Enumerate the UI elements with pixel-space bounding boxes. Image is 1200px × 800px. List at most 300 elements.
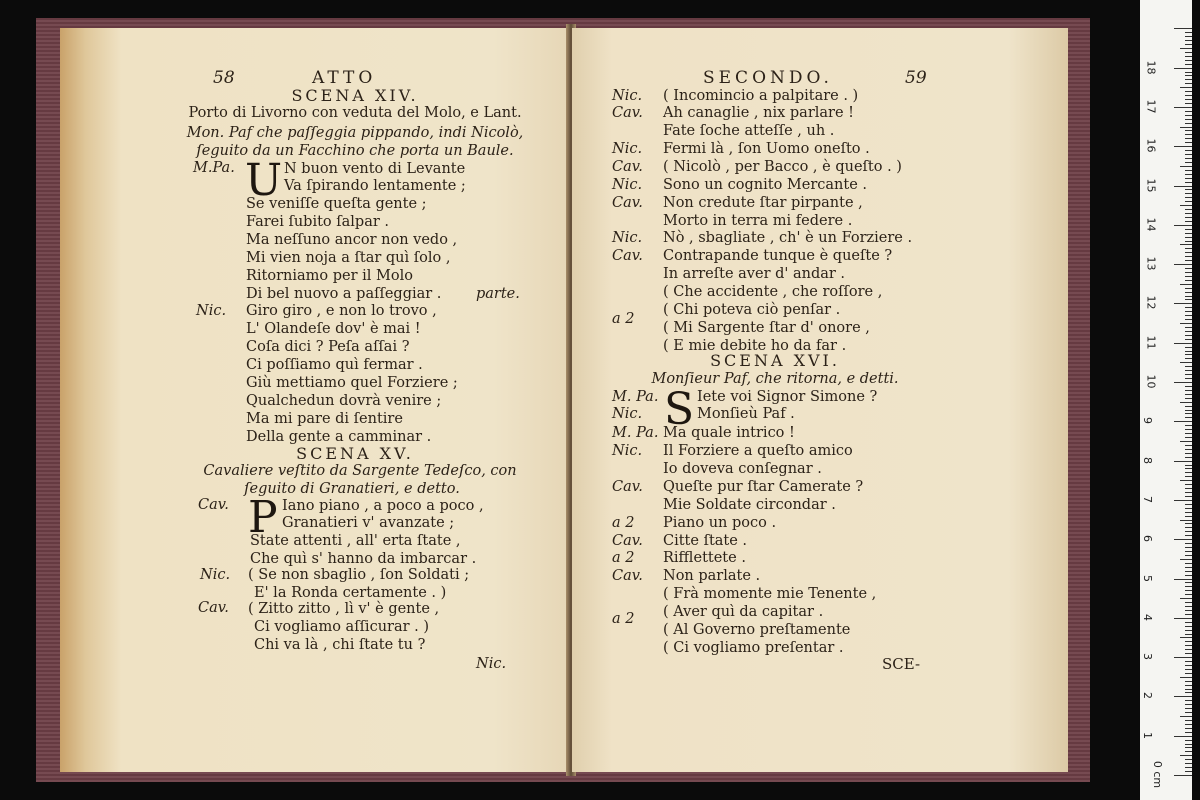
verse-line: ( Che accidente , che roſſore ,	[663, 284, 883, 300]
speaker-label: Nic.	[612, 141, 643, 157]
ruler-tick	[1185, 174, 1192, 175]
ruler-tick	[1185, 158, 1192, 159]
ruler-tick	[1185, 142, 1192, 143]
scene-16-title: SCENA XVI.	[710, 351, 840, 370]
ruler-tick	[1174, 736, 1192, 737]
ruler-tick	[1185, 449, 1192, 450]
verse-line: Ci vogliamo aſſicurar . )	[254, 619, 430, 635]
scene-14-stage-direction: ſeguito da un Facchino che porta un Baule.	[196, 143, 514, 159]
ruler-tick	[1180, 755, 1192, 756]
ruler-tick	[1185, 64, 1192, 65]
ruler-tick	[1185, 626, 1192, 627]
verse-line: State attenti , all' erta ſtate ,	[250, 533, 461, 549]
speaker-label: a 2	[612, 311, 635, 327]
ruler-tick	[1185, 740, 1192, 741]
ruler-tick	[1185, 602, 1192, 603]
ruler-tick	[1174, 264, 1192, 265]
verse-line: Contrapande tunque è queſte ?	[663, 248, 893, 264]
verse-line: Iete voi Signor Simone ?	[697, 389, 878, 405]
ruler-tick	[1180, 205, 1192, 206]
speaker-label: Nic.	[196, 303, 227, 319]
ruler-number: 8	[1141, 456, 1154, 464]
ruler-tick	[1180, 323, 1192, 324]
ruler-tick	[1185, 586, 1192, 587]
ruler-tick	[1185, 315, 1192, 316]
catchword: Nic.	[476, 656, 507, 672]
ruler-tick	[1185, 653, 1192, 654]
ruler-tick	[1185, 437, 1192, 438]
verse-line: Che quì s' hanno da imbarcar .	[250, 551, 477, 567]
ruler-tick	[1185, 445, 1192, 446]
ruler-tick	[1174, 186, 1192, 187]
verse-line: Giro giro , e non lo trovo ,	[246, 303, 437, 319]
ruler-tick	[1180, 480, 1192, 481]
verse-line: Ritorniamo per il Molo	[246, 268, 413, 284]
ruler-tick	[1185, 614, 1192, 615]
ruler-tick	[1185, 193, 1192, 194]
verse-line: Farei ſubito ſalpar .	[246, 214, 389, 230]
verse-line: ( Incomincio a palpitare . )	[663, 88, 859, 104]
ruler-tick	[1185, 299, 1192, 300]
speaker-label: Nic.	[612, 443, 643, 459]
ruler-tick	[1174, 657, 1192, 658]
verse-line: ( Nicolò , per Bacco , è queſto . )	[663, 159, 902, 175]
ruler-tick	[1174, 618, 1192, 619]
scene-15-title: SCENA XV.	[296, 444, 414, 463]
speaker-label: a 2	[612, 611, 635, 627]
ruler-tick	[1185, 712, 1192, 713]
ruler-tick	[1185, 744, 1192, 745]
ruler-tick	[1174, 775, 1192, 776]
ruler-tick	[1185, 398, 1192, 399]
ruler-tick	[1174, 68, 1192, 69]
ruler-tick	[1185, 280, 1192, 281]
ruler-tick	[1185, 256, 1192, 257]
ruler-tick	[1180, 87, 1192, 88]
ruler-tick	[1180, 362, 1192, 363]
verse-line: ( Se non sbaglio , ſon Soldati ;	[248, 567, 470, 583]
speaker-label: Nic.	[612, 230, 643, 246]
ruler-tick	[1185, 763, 1192, 764]
verse-line: ( Ci vogliamo preſentar .	[663, 640, 844, 656]
ruler-tick	[1185, 134, 1192, 135]
verse-line: Queſte pur ſtar Camerate ?	[663, 479, 864, 495]
scene-15-stage-direction: Cavaliere veſtito da Sargente Tedeſco, con	[203, 463, 517, 479]
ruler-tick	[1185, 91, 1192, 92]
verse-line: Citte ſtate .	[663, 533, 748, 549]
ruler-number: 10	[1144, 374, 1158, 389]
ruler-tick	[1185, 555, 1192, 556]
ruler-tick	[1185, 669, 1192, 670]
ruler-tick	[1185, 681, 1192, 682]
ruler-number: 16	[1144, 138, 1158, 153]
speaker-label: Nic.	[200, 567, 231, 583]
ruler-tick	[1174, 539, 1192, 540]
ruler-tick	[1174, 421, 1192, 422]
speaker-label: Nic.	[612, 406, 643, 422]
ruler-tick	[1180, 166, 1192, 167]
speaker-label: Cav.	[198, 600, 229, 616]
ruler-tick	[1185, 630, 1192, 631]
ruler-tick	[1174, 579, 1192, 580]
verse-line: Ma mi pare di ſentire	[246, 411, 403, 427]
ruler-tick	[1185, 347, 1192, 348]
ruler-tick	[1180, 402, 1192, 403]
verse-line: Monſieù Paf .	[697, 406, 795, 422]
ruler-number: 12	[1144, 295, 1158, 310]
verse-line: ( E mie debite ho da far .	[663, 338, 847, 354]
ruler-tick	[1185, 115, 1192, 116]
ruler-tick	[1185, 72, 1192, 73]
speaker-label: Cav.	[612, 568, 643, 584]
verse-line: Va ſpirando lentamente ;	[284, 178, 466, 194]
ruler-tick	[1185, 429, 1192, 430]
verse-line: Il Forziere a queſto amico	[663, 443, 853, 459]
ruler-tick	[1185, 708, 1192, 709]
verse-line: Ci poſſiamo quì fermar .	[246, 357, 423, 373]
ruler-tick	[1185, 476, 1192, 477]
ruler-tick	[1185, 150, 1192, 151]
speaker-label: M. Pa.	[612, 389, 659, 405]
ruler-tick	[1185, 543, 1192, 544]
ruler-tick	[1185, 551, 1192, 552]
speaker-label: a 2	[612, 515, 635, 531]
ruler-tick	[1185, 182, 1192, 183]
scene-14-title: SCENA XIV.	[291, 86, 419, 105]
ruler-tick	[1180, 441, 1192, 442]
ruler-number: 2	[1141, 692, 1154, 700]
ruler-tick	[1185, 504, 1192, 505]
ruler-tick	[1185, 590, 1192, 591]
ruler-tick	[1185, 268, 1192, 269]
speaker-label: Nic.	[612, 177, 643, 193]
speaker-label: Cav.	[612, 533, 643, 549]
speaker-label: Nic.	[612, 88, 643, 104]
ruler-tick	[1185, 138, 1192, 139]
ruler-tick	[1185, 535, 1192, 536]
ruler-tick	[1174, 146, 1192, 147]
ruler-tick	[1185, 547, 1192, 548]
speaker-label: a 2	[612, 550, 635, 566]
drop-cap: U	[245, 155, 283, 206]
ruler-tick	[1185, 496, 1192, 497]
ruler-tick	[1185, 60, 1192, 61]
ruler-tick	[1185, 237, 1192, 238]
verse-line: E' la Ronda certamente . )	[254, 585, 447, 601]
ruler-tick	[1185, 516, 1192, 517]
ruler-tick	[1185, 512, 1192, 513]
ruler-tick	[1185, 189, 1192, 190]
verse-line: Non parlate .	[663, 568, 761, 584]
ruler-tick	[1185, 229, 1192, 230]
ruler-tick	[1185, 374, 1192, 375]
ruler-tick	[1185, 484, 1192, 485]
ruler-tick	[1185, 201, 1192, 202]
right-running-head: SECONDO.	[703, 68, 833, 88]
ruler-tick	[1174, 343, 1192, 344]
verse-line: Giù mettiamo quel Forziere ;	[246, 375, 458, 391]
ruler-tick	[1185, 692, 1192, 693]
ruler-tick	[1174, 303, 1192, 304]
verse-line: Chi va là , chi ſtate tu ?	[254, 637, 426, 653]
ruler-tick	[1185, 241, 1192, 242]
ruler-tick	[1185, 700, 1192, 701]
ruler-tick	[1174, 107, 1192, 108]
scene-15-stage-direction: ſeguito di Granatieri, e detto.	[244, 481, 460, 497]
verse-line: ( Aver quì da capitar .	[663, 604, 824, 620]
ruler-tick	[1185, 645, 1192, 646]
ruler-tick	[1185, 327, 1192, 328]
ruler-number: 15	[1144, 178, 1158, 192]
ruler-tick	[1185, 575, 1192, 576]
verse-line: In arreſte aver d' andar .	[663, 266, 846, 282]
ruler-tick	[1185, 661, 1192, 662]
ruler-number: 18	[1144, 60, 1158, 75]
ruler-tick	[1180, 677, 1192, 678]
ruler-tick	[1185, 508, 1192, 509]
ruler-tick	[1185, 52, 1192, 53]
ruler-tick	[1185, 272, 1192, 273]
ruler-tick	[1185, 531, 1192, 532]
ruler-tick	[1185, 119, 1192, 120]
ruler-tick	[1185, 75, 1192, 76]
ruler-tick	[1185, 331, 1192, 332]
ruler-tick	[1185, 394, 1192, 395]
verse-line: L' Olandeſe dov' è mai !	[246, 321, 421, 337]
ruler-tick	[1185, 465, 1192, 466]
ruler-tick	[1185, 248, 1192, 249]
ruler-tick	[1185, 358, 1192, 359]
ruler-number: 5	[1141, 574, 1154, 582]
ruler-tick	[1185, 771, 1192, 772]
ruler-tick	[1185, 56, 1192, 57]
ruler-tick	[1174, 382, 1192, 383]
measurement-ruler	[1140, 0, 1192, 800]
ruler-tick	[1185, 610, 1192, 611]
verse-line: N buon vento di Levante	[284, 161, 466, 177]
ruler-tick	[1185, 217, 1192, 218]
exit-note: parte.	[476, 286, 520, 302]
ruler-tick	[1185, 472, 1192, 473]
verse-line: Nò , sbagliate , ch' è un Forziere .	[663, 230, 913, 246]
ruler-tick	[1180, 127, 1192, 128]
ruler-tick	[1185, 123, 1192, 124]
speaker-label: Cav.	[612, 195, 643, 211]
ruler-tick	[1185, 296, 1192, 297]
ruler-tick	[1185, 378, 1192, 379]
verse-line: Io doveva conſegnar .	[663, 461, 822, 477]
speaker-label: M.Pa.	[193, 160, 235, 176]
ruler-tick	[1185, 311, 1192, 312]
ruler-tick	[1185, 767, 1192, 768]
ruler-tick	[1174, 28, 1192, 29]
ruler-number: 4	[1141, 613, 1154, 621]
verse-line: Coſa dici ? Peſa aſſai ?	[246, 339, 410, 355]
verse-line: Piano un poco .	[663, 515, 777, 531]
ruler-tick	[1185, 406, 1192, 407]
ruler-tick	[1185, 40, 1192, 41]
ruler-number: 14	[1144, 217, 1158, 232]
left-page-number: 58	[213, 68, 235, 88]
ruler-tick	[1185, 252, 1192, 253]
ruler-number: 0 cm	[1151, 760, 1165, 789]
ruler-tick	[1185, 417, 1192, 418]
ruler-tick	[1185, 594, 1192, 595]
ruler-tick	[1185, 44, 1192, 45]
ruler-tick	[1174, 225, 1192, 226]
verse-line: ( Chi poteva ciò penſar .	[663, 302, 841, 318]
verse-line: Fate ſoche atteſſe , uh .	[663, 123, 835, 139]
ruler-tick	[1185, 111, 1192, 112]
ruler-tick	[1185, 260, 1192, 261]
ruler-tick	[1185, 233, 1192, 234]
ruler-tick	[1185, 390, 1192, 391]
ruler-tick	[1185, 759, 1192, 760]
verse-line: Mi vien noja a ſtar quì ſolo ,	[246, 250, 451, 266]
ruler-tick	[1185, 453, 1192, 454]
left-running-head: ATTO	[312, 68, 377, 88]
ruler-tick	[1174, 696, 1192, 697]
ruler-tick	[1180, 284, 1192, 285]
ruler-tick	[1185, 351, 1192, 352]
ruler-tick	[1185, 728, 1192, 729]
verse-line: ( Mi Sargente ſtar d' onore ,	[663, 320, 870, 336]
ruler-tick	[1185, 307, 1192, 308]
ruler-tick	[1185, 649, 1192, 650]
ruler-tick	[1180, 559, 1192, 560]
ruler-tick	[1185, 366, 1192, 367]
verse-line: ( Al Governo preſtamente	[663, 622, 851, 638]
ruler-tick	[1185, 582, 1192, 583]
ruler-tick	[1185, 209, 1192, 210]
ruler-number: 17	[1144, 99, 1158, 114]
ruler-tick	[1185, 410, 1192, 411]
speaker-label: Cav.	[612, 479, 643, 495]
ruler-tick	[1185, 370, 1192, 371]
ruler-tick	[1185, 457, 1192, 458]
speaker-label: M. Pa.	[612, 425, 659, 441]
ruler-tick	[1180, 598, 1192, 599]
speaker-label: Cav.	[612, 105, 643, 121]
ruler-tick	[1185, 339, 1192, 340]
speaker-label: Cav.	[612, 159, 643, 175]
ruler-tick	[1185, 751, 1192, 752]
ruler-tick	[1185, 523, 1192, 524]
ruler-number: 7	[1141, 495, 1154, 503]
verse-line: Morto in terra mi federe .	[663, 213, 853, 229]
catchword: SCE-	[882, 655, 921, 673]
ruler-number: 13	[1144, 256, 1158, 271]
ruler-tick	[1185, 335, 1192, 336]
ruler-tick	[1185, 32, 1192, 33]
verse-line: Ma quale intrico !	[663, 425, 795, 441]
ruler-tick	[1185, 689, 1192, 690]
ruler-tick	[1185, 276, 1192, 277]
scene-14-stage-direction: Mon. Paf che paſſeggia pippando, indi Nicolò,	[186, 125, 524, 141]
ruler-tick	[1185, 571, 1192, 572]
verse-line: Mie Soldate circondar .	[663, 497, 836, 513]
ruler-tick	[1185, 641, 1192, 642]
ruler-tick	[1185, 386, 1192, 387]
ruler-tick	[1185, 492, 1192, 493]
ruler-tick	[1185, 319, 1192, 320]
ruler-tick	[1185, 527, 1192, 528]
verse-line: Rifflettete .	[663, 550, 746, 566]
ruler-tick	[1180, 520, 1192, 521]
ruler-tick	[1185, 622, 1192, 623]
ruler-tick	[1185, 685, 1192, 686]
verse-line: Iano piano , a poco a poco ,	[282, 498, 484, 514]
verse-line: Della gente a camminar .	[246, 429, 432, 445]
ruler-tick	[1185, 36, 1192, 37]
ruler-tick	[1185, 130, 1192, 131]
ruler-tick	[1185, 95, 1192, 96]
verse-line: ( Frà momente mie Tenente ,	[663, 586, 877, 602]
ruler-tick	[1185, 567, 1192, 568]
ruler-tick	[1185, 563, 1192, 564]
verse-line: Ma neſſuno ancor non vedo ,	[246, 232, 458, 248]
verse-line: Fermi là , ſon Uomo oneſto .	[663, 141, 870, 157]
ruler-tick	[1185, 606, 1192, 607]
ruler-number: 6	[1141, 535, 1154, 543]
ruler-tick	[1185, 468, 1192, 469]
verse-line: Sono un cognito Mercante .	[663, 177, 867, 193]
ruler-tick	[1180, 716, 1192, 717]
ruler-tick	[1185, 665, 1192, 666]
ruler-tick	[1185, 83, 1192, 84]
ruler-tick	[1185, 292, 1192, 293]
ruler-number: 3	[1141, 653, 1154, 661]
scene-14-setting: Porto di Livorno con veduta del Molo, e Lant.	[188, 105, 522, 121]
ruler-tick	[1185, 221, 1192, 222]
ruler-tick	[1180, 48, 1192, 49]
ruler-tick	[1185, 197, 1192, 198]
ruler-tick	[1185, 103, 1192, 104]
ruler-tick	[1185, 425, 1192, 426]
verse-line: Qualchedun dovrà venire ;	[246, 393, 442, 409]
ruler-tick	[1185, 178, 1192, 179]
ruler-tick	[1185, 154, 1192, 155]
ruler-tick	[1185, 213, 1192, 214]
verse-line: Granatieri v' avanzate ;	[282, 515, 455, 531]
ruler-tick	[1185, 732, 1192, 733]
ruler-tick	[1185, 488, 1192, 489]
verse-line: Se veniſſe queſta gente ;	[246, 196, 427, 212]
ruler-tick	[1174, 500, 1192, 501]
ruler-tick	[1185, 634, 1192, 635]
ruler-tick	[1185, 720, 1192, 721]
ruler-tick	[1180, 244, 1192, 245]
ruler-number: 1	[1141, 731, 1154, 739]
ruler-number: 9	[1141, 417, 1154, 425]
verse-line: Di bel nuovo a paſſeggiar .	[246, 286, 442, 302]
ruler-tick	[1185, 673, 1192, 674]
ruler-tick	[1185, 170, 1192, 171]
ruler-tick	[1174, 461, 1192, 462]
speaker-label: Cav.	[198, 497, 229, 513]
ruler-tick	[1185, 413, 1192, 414]
ruler-tick	[1185, 288, 1192, 289]
verse-line: Non credute ſtar pirpante ,	[663, 195, 863, 211]
ruler-tick	[1185, 354, 1192, 355]
verse-line: ( Zitto zitto , lì v' è gente ,	[248, 601, 440, 617]
ruler-tick	[1185, 79, 1192, 80]
ruler-tick	[1185, 162, 1192, 163]
right-page-number: 59	[905, 68, 927, 88]
ruler-tick	[1185, 704, 1192, 705]
ruler-tick	[1185, 724, 1192, 725]
ruler-tick	[1185, 747, 1192, 748]
